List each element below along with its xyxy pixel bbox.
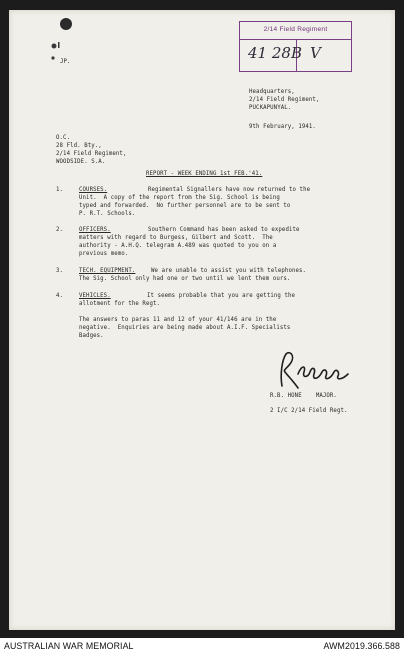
closing-line: Badges. [79, 333, 104, 339]
para-number: 2. [56, 227, 64, 233]
addressee-line-4: WOODSIDE. S.A. [56, 159, 106, 165]
handwritten-signature [276, 350, 354, 392]
para-heading: TECH. EQUIPMENT. [79, 268, 136, 274]
addressee-line-1: O.C. [56, 135, 71, 141]
stamp-ref-right: V [310, 44, 321, 62]
header-line-1: Headquarters, [249, 89, 295, 95]
stamp-ref-mid: 28B [271, 44, 302, 62]
para-text-line: Unit. A copy of the report from the Sig. School is being [79, 195, 280, 201]
unit-stamp [239, 21, 352, 72]
margin-initials: JP. [60, 59, 71, 65]
closing-line: negative. Enquiries are being made about A.I.F. Specialists [79, 325, 291, 331]
letter-date: 9th February, 1941. [249, 124, 316, 130]
para-heading: VEHICLES. [79, 293, 111, 299]
para-number: 4. [56, 293, 64, 299]
para-heading: OFFICERS. [79, 227, 111, 233]
signatory-title: 2 I/C 2/14 Field Regt. [270, 408, 348, 414]
addressee-line-3: 2/14 Field Regiment, [56, 151, 127, 157]
stamp-title: 2/14 Field Regiment [263, 26, 328, 33]
para-number: 3. [56, 268, 64, 274]
para-text-line: Regimental Signallers have now returned to the [148, 187, 311, 193]
para-text-line: previous memo. [79, 251, 129, 257]
para-text-line: We are unable to assist you with telephones. [151, 268, 307, 274]
para-text-line: The Sig. School only had one or two until we lent them ours. [79, 276, 291, 282]
subject-line: REPORT - WEEK ENDING 1st FEB.'41. [146, 171, 263, 177]
stamp-ref-left: 41 [248, 44, 268, 62]
para-heading: COURSES. [79, 187, 108, 193]
addressee-line-2: 28 Fld. Bty., [56, 143, 102, 149]
header-line-2: 2/14 Field Regiment, [249, 97, 320, 103]
para-text-line: matters with regard to Burgess, Gilbert and Scott. The [79, 235, 273, 241]
footer-institution: AUSTRALIAN WAR MEMORIAL [4, 641, 134, 651]
closing-line: The answers to paras 11 and 12 of your 41/146 are in the [79, 317, 277, 323]
header-line-3: PUCKAPUNYAL. [249, 105, 292, 111]
stamp-reference [248, 44, 302, 62]
para-text-line: Southern Command has been asked to expedite [148, 227, 300, 233]
para-text-line: allotment for the Regt. [79, 301, 161, 307]
para-number: 1. [56, 187, 64, 193]
para-text-line: It seems probable that you are getting the [147, 293, 296, 299]
para-text-line: P. R.T. Schools. [79, 211, 136, 217]
signatory-name: R.B. HONE MAJOR. [270, 393, 337, 399]
para-text-line: authority - A.H.Q. telegram A.489 was quoted to you on a [79, 243, 277, 249]
para-text-line: typed and forwarded. No further personnel are to be sent to [79, 203, 291, 209]
footer-accession-number: AWM2019.366.588 [323, 641, 400, 651]
